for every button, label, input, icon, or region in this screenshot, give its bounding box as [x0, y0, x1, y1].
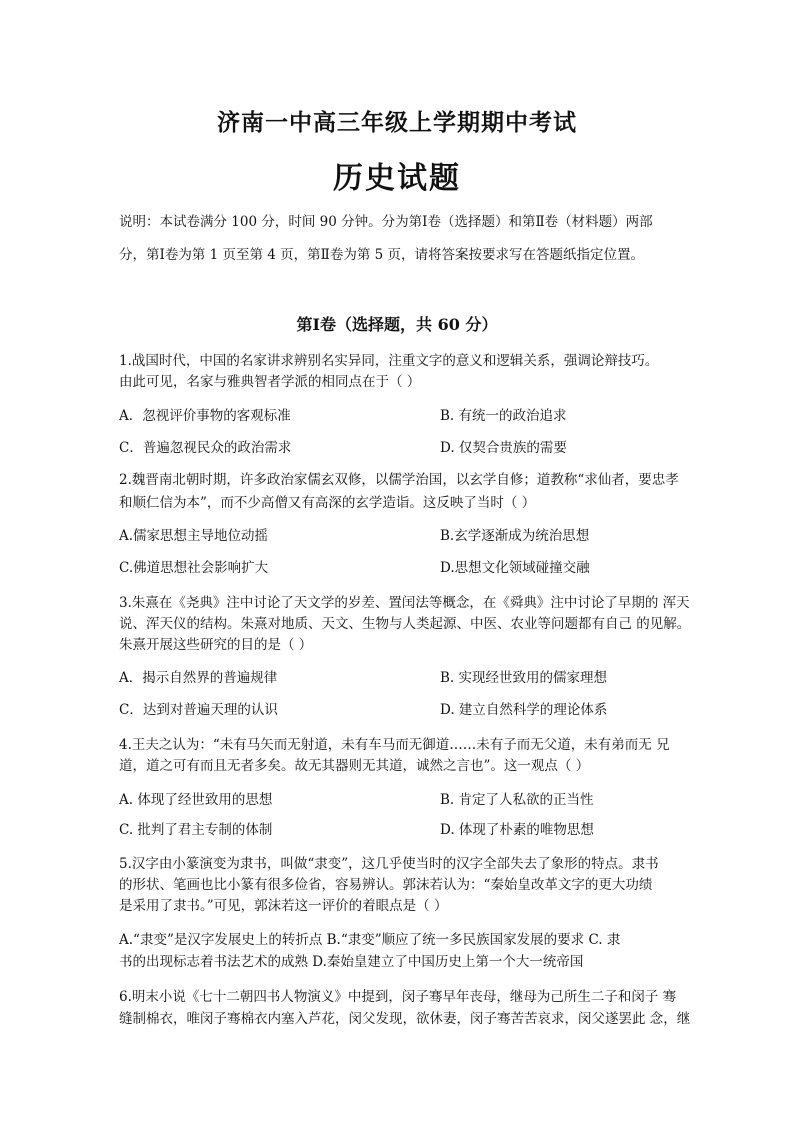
question-5-stem-line-1: 5.汉字由小篆演变为隶书，叫做“隶变”，这几乎使当时的汉字全部失去了象形的特点。隶书 — [119, 856, 659, 872]
question-3-option-b: B. 实现经世致用的儒家理想 — [440, 670, 608, 686]
question-3-option-c: C．达到对普遍天理的认识 — [119, 702, 278, 718]
question-4-stem-line-1: 4.王夫之认为：“未有马矢而无射道，未有车马而无御道……未有子而无父道，未有弟而无 兄 — [119, 737, 670, 753]
subject-title: 历史试题 — [333, 161, 461, 196]
question-5-options-line-1: A.“隶变”是汉字发展史上的转折点 B.“隶变”顺应了统一多民族国家发展的要求 C. 隶 — [119, 932, 621, 948]
question-3-option-a: A．揭示自然界的普遍规律 — [119, 670, 278, 686]
question-1-stem-line-1: 1.战国时代，中国的名家讲求辨别名实异同，注重文字的意义和逻辑关系，强调论辩技巧。 — [119, 353, 659, 369]
question-4-option-b: B. 肯定了人私欲的正当性 — [440, 792, 594, 808]
question-2-option-b: B.玄学逐渐成为统治思想 — [440, 528, 590, 544]
question-4-option-d: D. 体现了朴素的唯物思想 — [440, 822, 594, 838]
section-title: 第Ⅰ卷（选择题，共 60 分） — [296, 315, 498, 334]
question-1-option-a: A．忽视评价事物的客观标准 — [119, 408, 291, 424]
question-1-option-c: C．普遍忽视民众的政治需求 — [119, 440, 292, 456]
question-1-stem-line-2: 由此可见，名家与雅典智者学派的相同点在于（ ） — [119, 374, 421, 390]
question-6-stem-line-2: 缝制棉衣，唯闵子骞棉衣内塞入芦花，闵父发现，欲休妻，闵子骞苦苦哀求，闵父遂罢此 念，继 — [119, 1011, 691, 1027]
question-3-option-d: D. 建立自然科学的理论体系 — [440, 702, 608, 718]
question-1-option-b: B. 有统一的政治追求 — [440, 408, 567, 424]
question-1-option-d: D. 仅契合贵族的需要 — [440, 440, 567, 456]
question-2-stem-line-2: 和顺仁信为本”，而不少高僧又有高深的玄学造诣。这反映了当时（ ） — [119, 495, 536, 511]
question-6-stem-line-1: 6.明末小说《七十二朝四书人物演义》中提到，闵子骞早年丧母，继母为己所生二子和闵子 骞 — [119, 989, 677, 1005]
question-5-options-line-2: 书的出现标志着书法艺术的成熟 D.秦始皇建立了中国历史上第一个大一统帝国 — [119, 954, 584, 970]
school-exam-title: 济南一中高三年级上学期期中考试 — [217, 109, 577, 136]
question-2-stem-line-1: 2.魏晋南北朝时期，许多政治家儒玄双修，以儒学治国，以玄学自修；道教称“求仙者，要忠孝 — [119, 472, 679, 488]
question-2-option-a: A.儒家思想主导地位动摇 — [119, 528, 269, 544]
question-5-stem-line-2: 的形状、笔画也比小篆有很多俭省，容易辨认。郭沫若认为：“秦始皇改革文字的更大功绩 — [119, 877, 653, 893]
question-4-option-c: C. 批判了君主专制的体制 — [119, 822, 273, 838]
question-4-stem-line-2: 道，道之可有而且无者多矣。故无其器则无其道，诚然之言也”。这一观点（ ） — [119, 758, 590, 774]
instructions-line-2: 分，第Ⅰ卷为第 1 页至第 4 页，第Ⅱ卷为第 5 页，请将答案按要求写在答题纸指定位置。 — [119, 247, 645, 263]
question-4-option-a: A. 体现了经世致用的思想 — [119, 792, 273, 808]
question-3-stem-line-1: 3.朱熹在《尧典》注中讨论了天文学的岁差、置闰法等概念，在《舜典》注中讨论了早期的 浑天 — [119, 595, 690, 611]
question-3-stem-line-3: 朱熹开展这些研究的目的是（ ） — [119, 637, 313, 653]
question-3-stem-line-2: 说、浑天仪的结构。朱熹对地质、天文、生物与人类起源、中医、农业等问题都有自己 的见解。 — [119, 616, 691, 632]
instructions-line-1: 说明：本试卷满分 100 分，时间 90 分钟。分为第Ⅰ卷（选择题）和第Ⅱ卷（材料题）两部 — [119, 214, 653, 230]
question-5-stem-line-3: 是采用了隶书。”可见，郭沫若这一评价的着眼点是（ ） — [119, 898, 448, 914]
question-2-option-d: D.思想文化领域碰撞交融 — [440, 560, 590, 576]
question-2-option-c: C.佛道思想社会影响扩大 — [119, 560, 269, 576]
